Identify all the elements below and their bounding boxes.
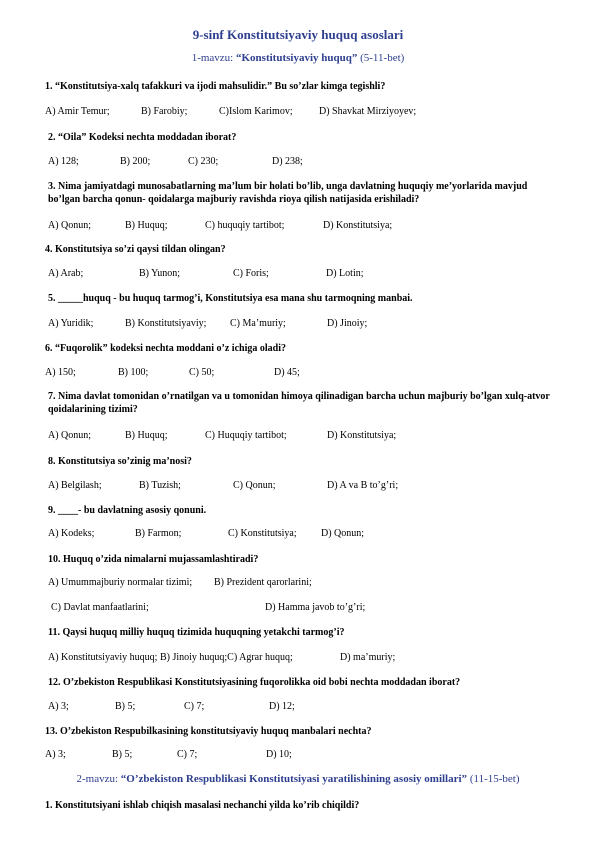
q7-option-a[interactable]: A) Qonun; <box>48 430 92 441</box>
question-13: 13. O’zbekiston Respubilkasining konstitutsiyaviy huquq manbalari nechta? <box>45 726 372 737</box>
q7-option-d[interactable]: D) Konstitutsiya; <box>327 430 397 441</box>
q10-option-a[interactable]: A) Umummajburiy normalar tizimi; <box>48 577 193 588</box>
q10-option-b[interactable]: B) Prezident qarorlarini; <box>214 577 312 588</box>
q12-option-d[interactable]: D) 12; <box>269 701 295 712</box>
q2-option-a[interactable]: A) 128; <box>48 156 79 167</box>
q5-option-d[interactable]: D) Jinoiy; <box>327 318 368 329</box>
q11-options-abc[interactable]: A) Konstitutsiyaviy huquq; B) Jinoiy huquq;C) Agrar huquq; <box>48 652 293 663</box>
q2-option-c[interactable]: C) 230; <box>188 156 219 167</box>
q1-option-a[interactable]: A) Amir Temur; <box>45 106 110 117</box>
q8-option-a[interactable]: A) Belgilash; <box>48 480 102 491</box>
topic-prefix: 1-mavzu: <box>191 52 236 64</box>
q2-option-d[interactable]: D) 238; <box>272 156 303 167</box>
q3-option-d[interactable]: D) Konstitutsiya; <box>323 220 393 231</box>
q8-option-b[interactable]: B) Tuzish; <box>139 480 181 491</box>
question-2: 2. “Oila” Kodeksi nechta moddadan iborat? <box>48 132 237 143</box>
q4-option-a[interactable]: A) Arab; <box>48 268 84 279</box>
q9-option-c[interactable]: C) Konstitutsiya; <box>228 528 297 539</box>
question-11: 11. Qaysi huquq milliy huquq tizimida huquqning yetakchi tarmog’i? <box>48 627 345 638</box>
q7-option-b[interactable]: B) Huquq; <box>125 430 168 441</box>
question-8: 8. Konstitutsiya so’zinig ma’nosi? <box>48 456 192 467</box>
question-12: 12. O’zbekiston Respublikasi Konstitutsiyasining fuqorolikka oid bobi nechta moddadan iborat? <box>48 677 461 688</box>
question-4: 4. Konstitutsiya so’zi qaysi tildan olingan? <box>45 244 226 255</box>
q4-option-d[interactable]: D) Lotin; <box>326 268 364 279</box>
question-6: 6. “Fuqorolik” kodeksi nechta moddani o’z ichiga oladi? <box>45 343 286 354</box>
q4-option-c[interactable]: C) Foris; <box>233 268 269 279</box>
q9-option-a[interactable]: A) Kodeks; <box>48 528 95 539</box>
q6-option-a[interactable]: A) 150; <box>45 367 76 378</box>
q9-option-b[interactable]: B) Farmon; <box>135 528 182 539</box>
q6-option-c[interactable]: C) 50; <box>189 367 215 378</box>
q2-option-b[interactable]: B) 200; <box>120 156 151 167</box>
q1-option-c[interactable]: C)Islom Karimov; <box>219 106 293 117</box>
topic-pages: (5-11-bet) <box>357 52 405 64</box>
q6-option-b[interactable]: B) 100; <box>118 367 149 378</box>
topic-name: “Konstitutsiyaviy huquq” <box>236 52 358 64</box>
q5-option-b[interactable]: B) Konstitutsiyaviy; <box>125 318 207 329</box>
q12-option-b[interactable]: B) 5; <box>115 701 136 712</box>
topic-prefix: 2-mavzu: <box>76 773 121 785</box>
q13-option-b[interactable]: B) 5; <box>112 749 133 760</box>
document-title: 9-sinf Konstitutsiyaviy huquq asoslari <box>192 27 404 42</box>
topic-name: “O’zbekiston Respublikasi Konstitutsiyasi yaratilishining asosiy omillari” <box>120 773 468 785</box>
q13-option-c[interactable]: C) 7; <box>177 749 198 760</box>
q7-option-c[interactable]: C) Huquqiy tartibot; <box>205 430 287 441</box>
q8-option-c[interactable]: C) Qonun; <box>233 480 276 491</box>
question-1: 1. “Konstitutsiya-xalq tafakkuri va ijodi mahsulidir.” Bu so’zlar kimga tegishli? <box>45 81 386 92</box>
question-9: 9. ____- bu davlatning asosiy qonuni. <box>48 505 207 516</box>
question-5: 5. _____huquq - bu huquq tarmog’i, Konstitutsiya esa mana shu tarmoqning manbai. <box>48 293 413 304</box>
q1-option-b[interactable]: B) Farobiy; <box>141 106 188 117</box>
q4-option-b[interactable]: B) Yunon; <box>139 268 181 279</box>
q6-option-d[interactable]: D) 45; <box>274 367 300 378</box>
topic-heading-1 <box>0 52 596 64</box>
question-3: 3. Nima jamiyatdagi munosabatlarning ma’lum bir holati bo’lib, unga davlatning huquqiy me’yorlarida mavjud bo’lgan barcha qonun- qoidalarga majburiy ravishda rioya qilish natijasida erishiladi? <box>48 181 528 205</box>
topic-heading-2 <box>0 773 596 785</box>
q13-option-a[interactable]: A) 3; <box>45 749 66 760</box>
q10-option-c[interactable]: C) Davlat manfaatlarini; <box>51 602 149 613</box>
q1-option-d[interactable]: D) Shavkat Mirziyoyev; <box>319 106 417 117</box>
q9-option-d[interactable]: D) Qonun; <box>321 528 365 539</box>
topic2-question-1: 1. Konstitutsiyani ishlab chiqish masalasi nechanchi yilda ko’rib chiqildi? <box>45 800 360 811</box>
q3-option-b[interactable]: B) Huquq; <box>125 220 168 231</box>
q5-option-c[interactable]: C) Ma’muriy; <box>230 318 286 329</box>
topic-pages: (11-15-bet) <box>467 773 520 785</box>
q3-option-c[interactable]: C) huquqiy tartibot; <box>205 220 285 231</box>
q3-option-a[interactable]: A) Qonun; <box>48 220 92 231</box>
q13-option-d[interactable]: D) 10; <box>266 749 292 760</box>
question-7: 7. Nima davlat tomonidan o’rnatilgan va u tomonidan himoya qilinadigan barcha uchun majburiy bo’lgan xulq-atvor qoidalarining tizimi? <box>48 391 550 415</box>
q12-option-c[interactable]: C) 7; <box>184 701 205 712</box>
q12-option-a[interactable]: A) 3; <box>48 701 69 712</box>
q8-option-d[interactable]: D) A va B to’g’ri; <box>327 480 399 491</box>
q5-option-a[interactable]: A) Yuridik; <box>48 318 94 329</box>
q11-option-d[interactable]: D) ma’muriy; <box>340 652 396 663</box>
question-10: 10. Huquq o’zida nimalarni mujassamlashtiradi? <box>48 554 259 565</box>
q10-option-d[interactable]: D) Hamma javob to’g’ri; <box>265 602 366 613</box>
